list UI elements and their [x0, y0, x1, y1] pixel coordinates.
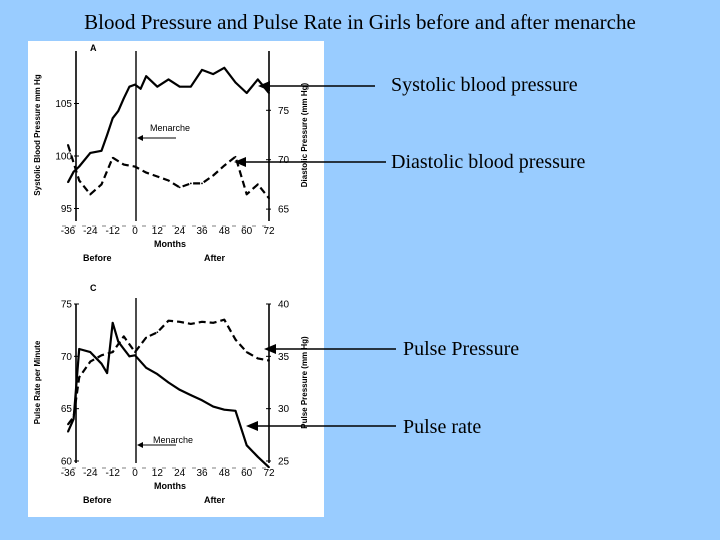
left-axis-label: Systolic Blood Pressure mm Hg	[33, 74, 42, 196]
data-point	[78, 166, 80, 168]
data-point	[156, 373, 158, 375]
data-point	[168, 320, 170, 322]
right-axis-label: Pulse Pressure (mm Hg)	[300, 336, 309, 429]
x-tick-label: 0	[132, 468, 138, 479]
data-point	[190, 323, 192, 325]
data-point	[179, 186, 181, 188]
data-point	[235, 339, 237, 341]
data-point	[73, 171, 75, 173]
x-tick-label: 24	[174, 468, 186, 479]
x-tick-label: 60	[241, 226, 253, 237]
data-point	[89, 193, 91, 195]
x-tick-label: 36	[196, 468, 208, 479]
data-point	[134, 166, 136, 168]
data-point	[78, 180, 80, 182]
data-point	[67, 431, 69, 433]
before-label: Before	[83, 495, 112, 505]
after-label: After	[204, 495, 226, 505]
right-tick-label: 30	[278, 404, 290, 416]
x-tick-label: 12	[151, 226, 163, 237]
data-point	[73, 416, 75, 418]
x-tick-label: -24	[83, 226, 98, 237]
data-point	[201, 183, 203, 185]
x-tick-label: 0	[132, 226, 138, 237]
x-tick-label: -36	[60, 468, 76, 479]
x-tick-label: 12	[151, 468, 163, 479]
data-point	[190, 394, 192, 396]
right-tick-label: 25	[278, 456, 290, 468]
right-tick-label: 75	[278, 105, 290, 117]
x-tick-label: -24	[83, 468, 98, 479]
menarche-arrowhead	[137, 442, 143, 448]
x-tick-label: 48	[218, 468, 230, 479]
data-point	[134, 354, 136, 356]
data-point	[101, 354, 103, 356]
data-point	[145, 75, 147, 77]
menarche-arrowhead	[137, 135, 143, 141]
x-tick-label: 48	[218, 226, 230, 237]
data-point	[257, 358, 259, 360]
data-point	[223, 319, 225, 321]
data-point	[190, 183, 192, 185]
data-point	[123, 336, 125, 338]
data-point	[106, 372, 108, 374]
data-point	[235, 156, 237, 158]
data-point	[73, 418, 75, 420]
data-point	[179, 389, 181, 391]
data-point	[101, 184, 103, 186]
data-point	[67, 181, 69, 183]
data-point	[89, 351, 91, 353]
left-tick-label: 105	[55, 99, 72, 110]
callout-systolic: Systolic blood pressure	[391, 74, 578, 96]
data-point	[134, 84, 136, 86]
data-point	[112, 117, 114, 119]
data-point	[212, 73, 214, 75]
data-point	[212, 322, 214, 324]
left-axis-label: Pulse Rate per Minute	[33, 340, 42, 425]
data-point	[246, 193, 248, 195]
data-point	[223, 67, 225, 69]
data-point	[190, 86, 192, 88]
right-tick-label: 70	[278, 155, 290, 167]
data-point	[268, 92, 270, 94]
left-tick-label: 95	[60, 204, 72, 215]
data-point	[268, 360, 270, 362]
slide-title: Blood Pressure and Pulse Rate in Girls before and after menarche	[84, 10, 636, 34]
data-point	[112, 351, 114, 353]
series-line-dashed	[68, 320, 269, 425]
x-tick-label: 24	[174, 226, 186, 237]
data-point	[145, 337, 147, 339]
right-tick-label: 35	[278, 351, 290, 363]
callout-pulse-rate: Pulse rate	[403, 416, 482, 438]
data-point	[129, 86, 131, 88]
data-point	[246, 444, 248, 446]
menarche-annotation: Menarche	[153, 435, 194, 445]
data-point	[106, 134, 108, 136]
x-tick-label: 36	[196, 226, 208, 237]
data-point	[101, 150, 103, 152]
callout-pulse-pressure: Pulse Pressure	[403, 338, 520, 360]
x-tick-label: -36	[60, 226, 76, 237]
data-point	[201, 69, 203, 71]
right-tick-label: 65	[278, 204, 290, 216]
series-line-solid	[68, 323, 269, 468]
data-point	[140, 88, 142, 90]
data-point	[268, 197, 270, 199]
data-point	[179, 86, 181, 88]
data-point	[246, 92, 248, 94]
data-point	[235, 410, 237, 412]
chart-panel-c	[33, 283, 309, 505]
data-point	[212, 175, 214, 177]
data-point	[246, 351, 248, 353]
figure-panel	[28, 41, 324, 517]
data-point	[123, 97, 125, 99]
data-point	[223, 409, 225, 411]
data-point	[168, 78, 170, 80]
data-point	[201, 321, 203, 323]
left-tick-label: 60	[60, 456, 72, 468]
right-axis-label: Diastolic Pressure (mm Hg)	[300, 82, 309, 188]
x-tick-label: -12	[105, 226, 120, 237]
after-label: After	[204, 253, 226, 263]
data-point	[129, 355, 131, 357]
right-tick-label: 40	[278, 299, 290, 311]
data-point	[89, 361, 91, 363]
data-point	[257, 184, 259, 186]
data-point	[179, 321, 181, 323]
panel-label: A	[90, 43, 97, 53]
data-point	[257, 456, 259, 458]
before-label: Before	[83, 253, 112, 263]
data-point	[168, 382, 170, 384]
menarche-annotation: Menarche	[150, 123, 191, 133]
x-tick-label: 72	[263, 226, 275, 237]
callout-diastolic: Diastolic blood pressure	[391, 151, 586, 173]
x-axis-label: Months	[154, 481, 186, 491]
left-tick-label: 75	[60, 299, 72, 311]
x-tick-label: -12	[105, 468, 120, 479]
data-point	[223, 165, 225, 167]
x-axis-label: Months	[154, 239, 186, 249]
data-point	[145, 367, 147, 369]
panel-label: C	[90, 283, 97, 293]
series-line-dashed	[68, 145, 269, 198]
left-tick-label: 100	[55, 151, 72, 163]
data-point	[123, 164, 125, 166]
data-point	[168, 180, 170, 182]
data-point	[101, 363, 103, 365]
data-point	[257, 78, 259, 80]
data-point	[212, 406, 214, 408]
data-point	[117, 110, 119, 112]
left-tick-label: 70	[60, 351, 72, 363]
data-point	[156, 331, 158, 333]
data-point	[123, 348, 125, 350]
data-point	[112, 157, 114, 159]
data-point	[156, 176, 158, 178]
chart-panel-a	[33, 43, 309, 263]
data-point	[268, 466, 270, 468]
data-point	[145, 172, 147, 174]
x-tick-label: 60	[241, 468, 253, 479]
data-point	[78, 348, 80, 350]
data-point	[134, 351, 136, 353]
data-point	[78, 376, 80, 378]
data-point	[201, 399, 203, 401]
data-point	[89, 152, 91, 154]
data-point	[156, 86, 158, 88]
data-point	[67, 144, 69, 146]
left-tick-label: 65	[60, 404, 72, 416]
chart-svg	[28, 41, 324, 517]
x-tick-label: 72	[263, 468, 275, 479]
data-point	[67, 423, 69, 425]
data-point	[112, 322, 114, 324]
data-point	[235, 82, 237, 84]
